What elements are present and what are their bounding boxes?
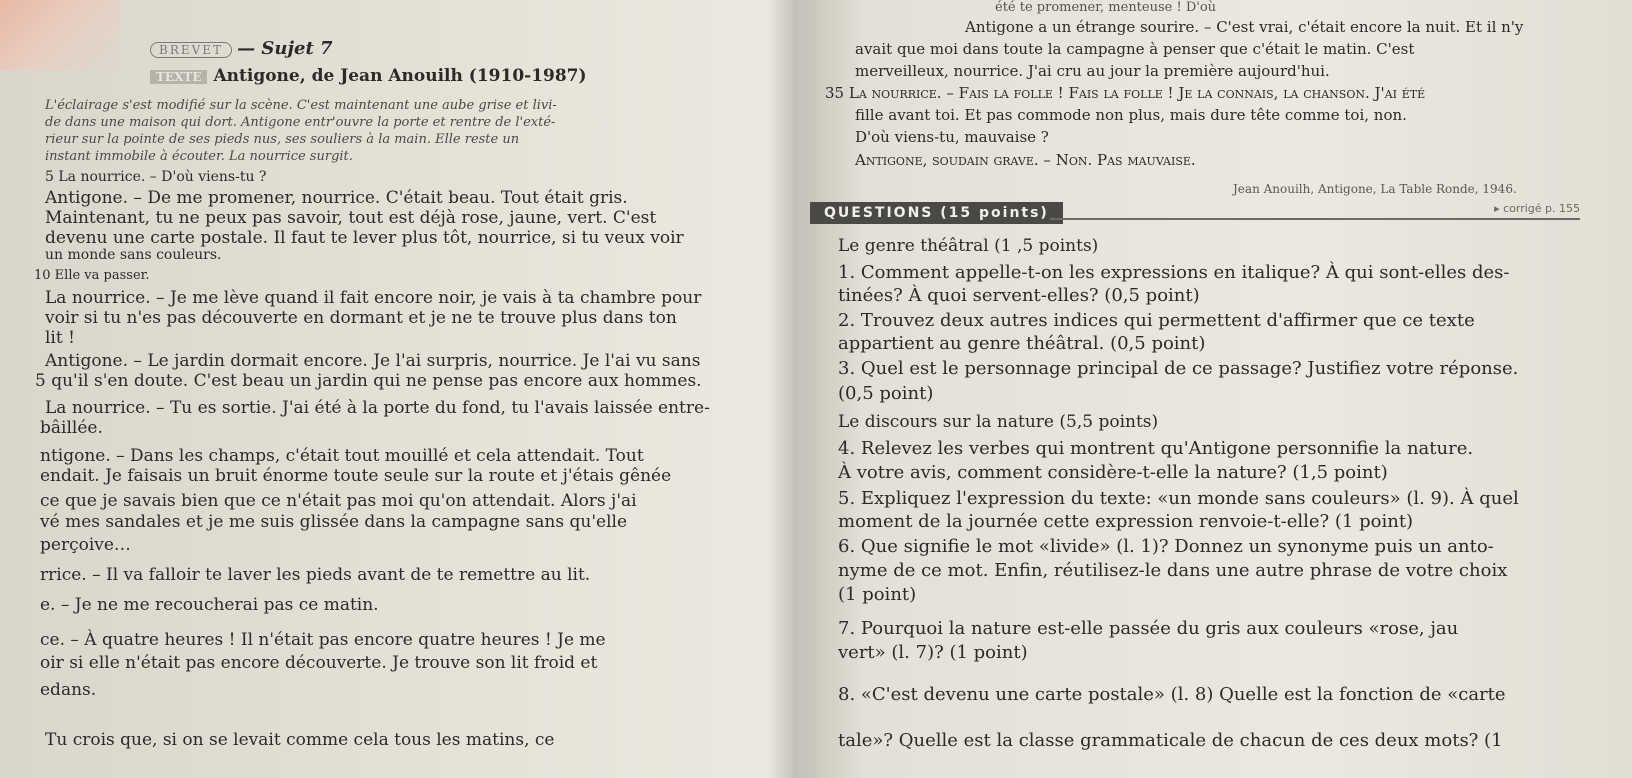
question-line: (0,5 point) <box>838 383 934 404</box>
page-corner <box>0 0 120 70</box>
text-line: ntigone. – Dans les champs, c'était tout mouillé et cela attendait. Tout <box>40 446 644 466</box>
question-line: (1 point) <box>838 584 917 605</box>
text-line: 35 La nourrice. – Fais la folle ! Fais la folle ! Je la connais, la chanson. J'ai été <box>825 84 1426 102</box>
text-line: 5 qu'il s'en doute. C'est beau un jardin qui ne pense pas encore aux hommes. <box>35 371 702 391</box>
header <box>150 38 333 59</box>
questions-bar <box>810 202 1590 224</box>
question-line: 7. Pourquoi la nature est-elle passée du gris aux couleurs «rose, jau <box>838 618 1459 639</box>
text-line: Antigone, soudain grave. – Non. Pas mauvaise. <box>855 151 1196 169</box>
text-line: Antigone. – Le jardin dormait encore. Je l'ai surpris, nourrice. Je l'ai vu sans <box>45 351 701 371</box>
questions-heading: QUESTIONS (15 points) <box>810 202 1063 224</box>
question-line: nyme de ce mot. Enfin, réutilisez-le dans une autre phrase de votre choix <box>838 560 1508 581</box>
text-line: oir si elle n'était pas encore découverte. Je trouve son lit froid et <box>40 653 598 673</box>
question-line: vert» (l. 7)? (1 point) <box>838 642 1028 663</box>
text-line: La nourrice. – Tu es sortie. J'ai été à la porte du fond, tu l'avais laissée entre- <box>45 398 710 418</box>
question-line: 5. Expliquez l'expression du texte: «un monde sans couleurs» (l. 9). À quel <box>838 488 1519 509</box>
text-line: perçoive… <box>40 535 131 555</box>
question-line: appartient au genre théâtral. (0,5 point) <box>838 333 1206 354</box>
text-line: D'où viens-tu, mauvaise ? <box>855 128 1049 146</box>
intro-line: rieur sur la pointe de ses pieds nus, ses souliers à la main. Elle reste un <box>45 132 520 147</box>
intro-line: de dans une maison qui dort. Antigone entr'ouvre la porte et rentre de l'exté- <box>45 115 556 130</box>
question-line: tinées? À quoi servent-elles? (0,5 point) <box>838 285 1200 306</box>
text-line: 10 Elle va passer. <box>34 268 150 283</box>
text-line: 5 La nourrice. – D'où viens-tu ? <box>45 169 267 185</box>
section-heading: Le genre théâtral (1 ,5 points) <box>838 236 1099 256</box>
text-tag: TEXTE <box>150 70 207 84</box>
text-line: merveilleux, nourrice. J'ai cru au jour la première aujourd'hui. <box>855 62 1330 80</box>
text-line: rrice. – Il va falloir te laver les pieds avant de te remettre au lit. <box>40 565 591 585</box>
text-line: e. – Je ne me recoucherai pas ce matin. <box>40 595 379 615</box>
source-credit: Jean Anouilh, Antigone, La Table Ronde, 1946. <box>1233 182 1517 196</box>
text-line: ce. – À quatre heures ! Il n'était pas encore quatre heures ! Je me <box>40 630 606 650</box>
question-line: 6. Que signifie le mot «livide» (l. 1)? Donnez un synonyme puis un anto- <box>838 536 1494 557</box>
intro-line: instant immobile à écouter. La nourrice surgit. <box>45 149 353 164</box>
text-line: lit ! <box>45 328 75 348</box>
text-line: ce que je savais bien que ce n'était pas moi qu'on attendait. Alors j'ai <box>40 491 637 511</box>
text-line: avait que moi dans toute la campagne à penser que c'était le matin. C'est <box>855 40 1415 58</box>
question-line: moment de la journée cette expression renvoie-t-elle? (1 point) <box>838 511 1414 532</box>
questions-rule <box>1050 218 1580 220</box>
text-line: endait. Je faisais un bruit énorme toute seule sur la route et j'étais gênée <box>40 466 672 486</box>
text-line: un monde sans couleurs. <box>45 247 222 263</box>
text-line: Tu crois que, si on se levait comme cela tous les matins, ce <box>45 730 555 750</box>
question-line: 1. Comment appelle-t-on les expressions en italique? À qui sont-elles des- <box>838 262 1510 283</box>
text-line: devenu une carte postale. Il faut te lever plus tôt, nourrice, si tu veux voir <box>45 228 684 248</box>
title-text: Antigone, de Jean Anouilh (1910-1987) <box>213 66 587 86</box>
text-line: été te promener, menteuse ! D'où <box>995 0 1217 15</box>
question-line: 4. Relevez les verbes qui montrent qu'Antigone personnifie la nature. <box>838 438 1474 459</box>
text-line: vé mes sandales et je me suis glissée dans la campagne sans qu'elle <box>40 512 628 532</box>
text-line: bâillée. <box>40 418 103 438</box>
sujet-label: — Sujet 7 <box>237 38 333 59</box>
text-line: fille avant toi. Et pas commode non plus, mais dure tête comme toi, non. <box>855 106 1407 124</box>
corrige-ref: ▸ corrigé p. 155 <box>1494 202 1580 215</box>
brevet-badge: BREVET <box>150 42 232 58</box>
question-line: À votre avis, comment considère-t-elle la nature? (1,5 point) <box>838 462 1388 483</box>
question-line: 3. Quel est le personnage principal de ce passage? Justifiez votre réponse. <box>838 358 1519 379</box>
question-line: tale»? Quelle est la classe grammaticale de chacun de ces deux mots? (1 <box>838 730 1503 751</box>
section-heading: Le discours sur la nature (5,5 points) <box>838 412 1159 432</box>
text-line: Antigone. – De me promener, nourrice. C'était beau. Tout était gris. <box>45 188 628 208</box>
text-line: La nourrice. – Je me lève quand il fait encore noir, je vais à ta chambre pour <box>45 288 702 308</box>
text-line: Maintenant, tu ne peux pas savoir, tout est déjà rose, jaune, vert. C'est <box>45 208 657 228</box>
question-line: 2. Trouvez deux autres indices qui permettent d'affirmer que ce texte <box>838 310 1475 331</box>
question-line: 8. «C'est devenu une carte postale» (l. 8) Quelle est la fonction de «carte <box>838 684 1506 705</box>
text-title <box>150 66 587 86</box>
book-gutter <box>770 0 820 778</box>
text-line: edans. <box>40 680 97 700</box>
text-line: Antigone a un étrange sourire. – C'est vrai, c'était encore la nuit. Et il n'y <box>965 18 1524 36</box>
text-line: voir si tu n'es pas découverte en dormant et je ne te trouve plus dans ton <box>45 308 677 328</box>
intro-line: L'éclairage s'est modifié sur la scène. C'est maintenant une aube grise et livi- <box>45 98 557 113</box>
